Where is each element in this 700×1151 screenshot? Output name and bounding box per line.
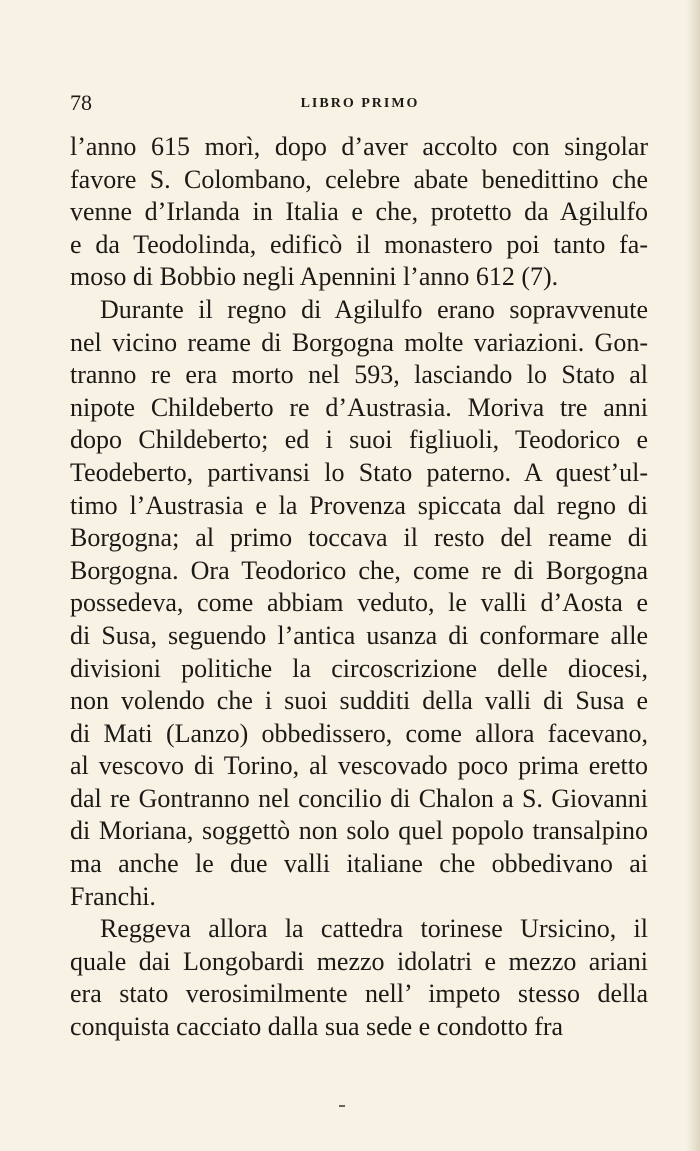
- text-line: timo l’Austrasia e la Provenza spiccata dal regno di: [70, 490, 648, 520]
- text-line: Borgogna. Ora Teodorico che, come re di Borgogna: [70, 555, 648, 585]
- text-line: Franchi.: [70, 881, 156, 911]
- text-line: Borgogna; al primo toccava il resto del reame di: [70, 523, 648, 553]
- text-line: di Susa, seguendo l’antica usanza di conformare alle: [70, 620, 648, 650]
- text-line: dal re Gontranno nel concilio di Chalon a S. Giovanni: [70, 783, 648, 813]
- text-line: Durante il regno di Agilulfo erano sopravvenute: [100, 294, 648, 324]
- text-line: dopo Childeberto; ed i suoi figliuoli, Teodorico e: [70, 425, 648, 455]
- text-line: l’anno 615 morì, dopo d’aver accolto con singolar: [70, 132, 648, 161]
- spine-shadow: [686, 0, 700, 1151]
- page-header: [70, 90, 650, 120]
- text-line: di Mati (Lanzo) obbedissero, come allora facevano,: [70, 718, 648, 748]
- paragraph: [70, 294, 648, 913]
- text-line: divisioni politiche la circoscrizione delle diocesi,: [70, 653, 648, 683]
- paragraph: [70, 913, 648, 1043]
- text-line: venne d’Irlanda in Italia e che, protetto da Agilulfo: [70, 197, 648, 227]
- text-line: non volendo che i suoi sudditi della valli di Susa e: [70, 686, 648, 716]
- text-line: favore S. Colombano, celebre abate benedittino che: [70, 164, 648, 194]
- text-line: era stato verosimilmente nell’ impeto stesso della: [70, 979, 648, 1009]
- body-text: [70, 131, 648, 1044]
- text-line: possedeva, come abbiam veduto, le valli d’Aosta e: [70, 588, 648, 618]
- text-line: nel vicino reame di Borgogna molte variazioni. Gon-: [70, 327, 648, 357]
- text-line: Teodeberto, partivansi lo Stato paterno. A quest’ul-: [70, 457, 648, 487]
- ink-speck: [339, 1105, 345, 1107]
- paragraph: [70, 131, 648, 294]
- page-number: 78: [70, 90, 92, 115]
- text-line: moso di Bobbio negli Apennini l’anno 612 (7).: [70, 262, 559, 292]
- text-line: nipote Childeberto re d’Austrasia. Moriva tre anni: [70, 392, 648, 422]
- text-line: e da Teodolinda, edificò il monastero poi tanto fa-: [70, 229, 648, 259]
- text-line: conquista cacciato dalla sua sede e condotto fra: [70, 1012, 564, 1042]
- text-line: di Moriana, soggettò non solo quel popolo transalpino: [70, 816, 648, 846]
- text-line: tranno re era morto nel 593, lasciando lo Stato al: [70, 360, 648, 390]
- running-head: LIBRO PRIMO: [300, 96, 420, 111]
- text-line: quale dai Longobardi mezzo idolatri e mezzo ariani: [70, 946, 648, 976]
- text-line: ma anche le due valli italiane che obbedivano ai: [70, 849, 648, 879]
- text-line: Reggeva allora la cattedra torinese Ursicino, il: [100, 914, 648, 944]
- text-line: al vescovo di Torino, al vescovado poco prima eretto: [70, 751, 648, 781]
